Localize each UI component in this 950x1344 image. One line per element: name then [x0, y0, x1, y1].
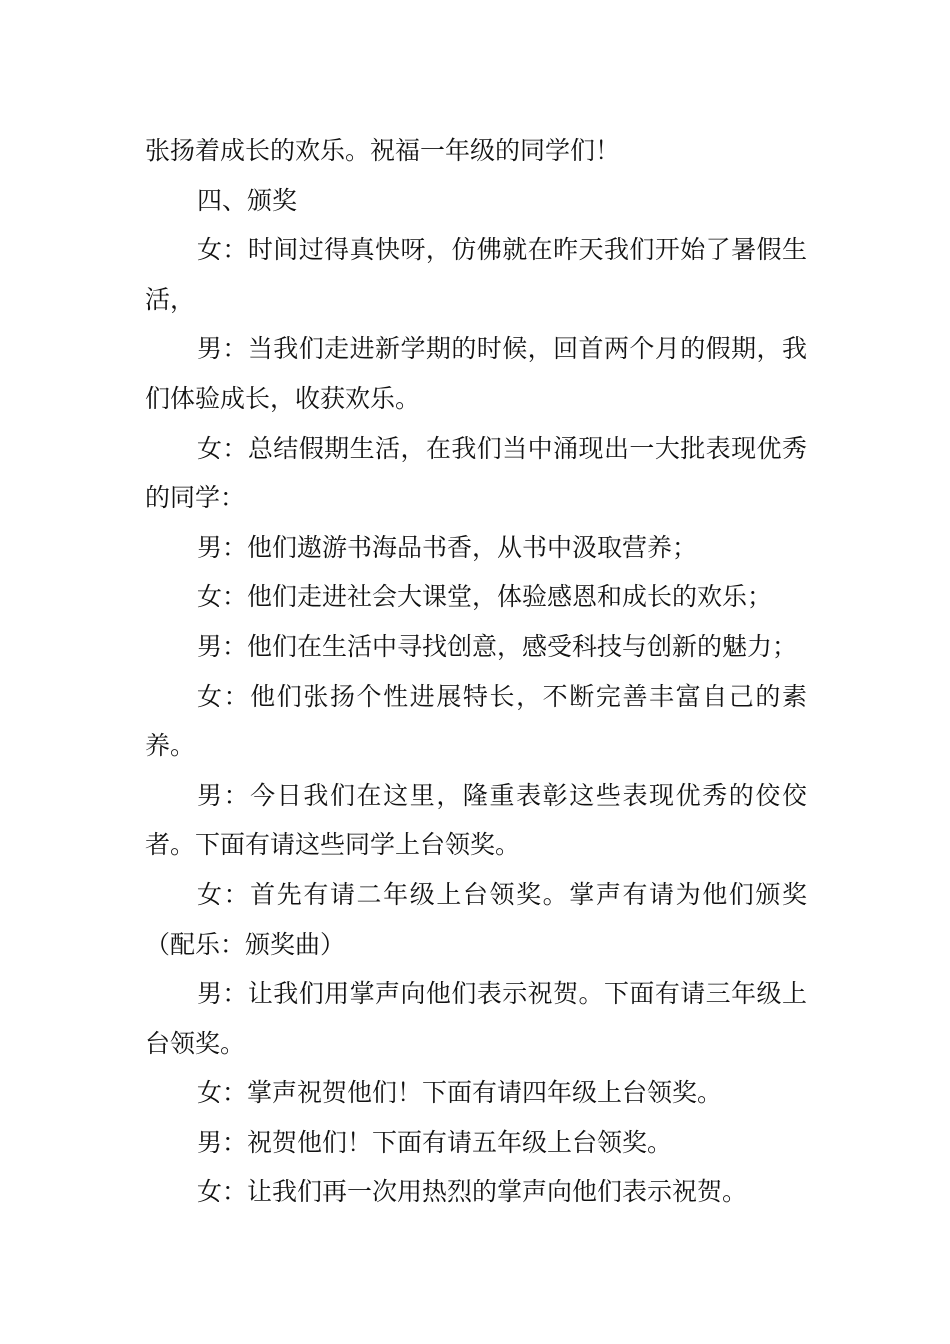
dialogue-line: 男：他们在生活中寻找创意，感受科技与创新的魅力； — [197, 631, 798, 661]
dialogue-line: 男：今日我们在这里，隆重表彰这些表现优秀的佼佼者。下面有请这些同学上台领奖。 — [145, 780, 807, 860]
dialogue-line: 女：他们张扬个性进展特长，不断完善丰富自己的素养。 — [145, 681, 807, 761]
dialogue-line: 女：他们走进社会大课堂，体验感恩和成长的欢乐； — [197, 582, 773, 612]
dialogue-line: 男：当我们走进新学期的时候，回首两个月的假期，我们体验成长，收获欢乐。 — [145, 334, 807, 413]
section-heading-award: 四、颁奖 — [197, 185, 298, 215]
dialogue-line: 男：祝贺他们！下面有请五年级上台领奖。 — [197, 1127, 673, 1157]
dialogue-line: 女：让我们再一次用热烈的掌声向他们表示祝贺。 — [197, 1177, 748, 1207]
dialogue-line: 女：总结假期生活，在我们当中涌现出一大批表现优秀的同学： — [145, 433, 807, 513]
paragraph-continuation: 张扬着成长的欢乐。祝福一年级的同学们！ — [145, 136, 621, 165]
dialogue-line: 女：掌声祝贺他们！下面有请四年级上台领奖。 — [197, 1078, 723, 1108]
dialogue-line: 女：时间过得真快呀，仿佛就在昨天我们开始了暑假生活， — [145, 235, 807, 314]
dialogue-line: 女：首先有请二年级上台领奖。掌声有请为他们颁奖（配乐：颁奖曲） — [145, 879, 807, 959]
dialogue-line: 男：他们遨游书海品书香，从书中汲取营养； — [197, 532, 698, 562]
dialogue-line: 男：让我们用掌声向他们表示祝贺。下面有请三年级上台领奖。 — [145, 979, 807, 1058]
document-body — [145, 126, 807, 1217]
